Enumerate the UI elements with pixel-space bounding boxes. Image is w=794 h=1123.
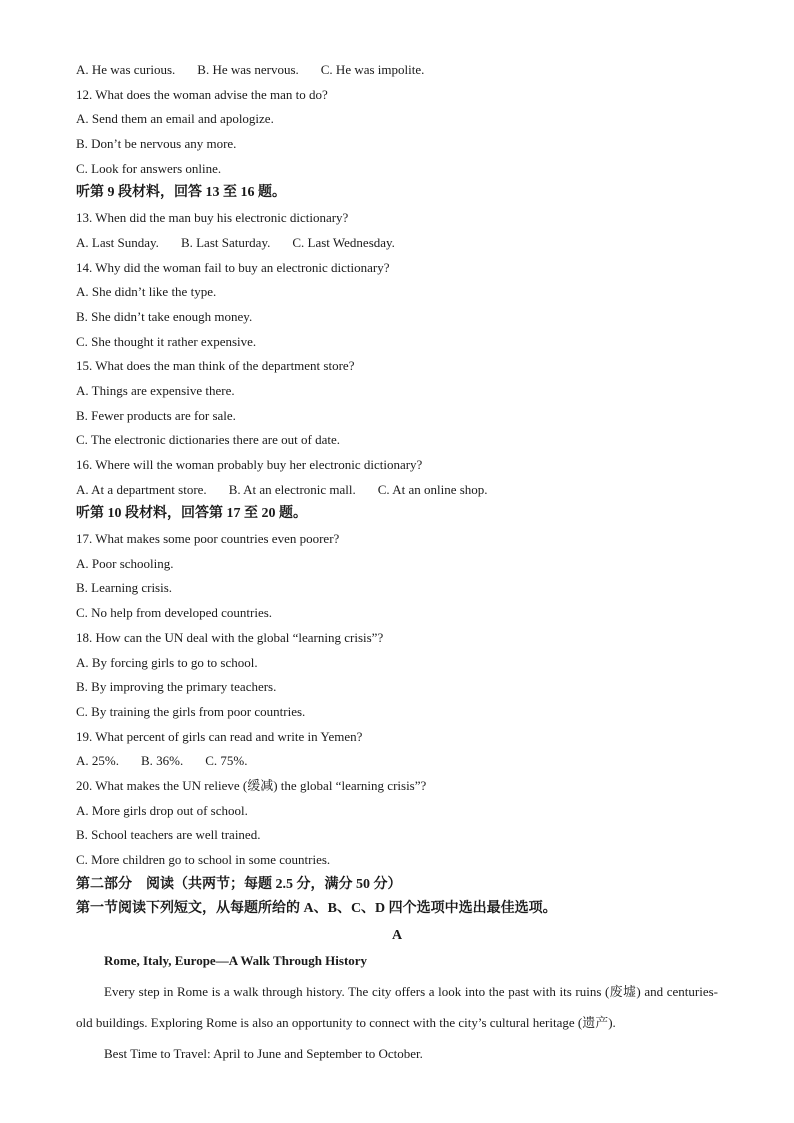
option-c: C. 75%.: [205, 753, 248, 769]
section10-heading: 听第 10 段材料，回答第 17 至 20 题。: [76, 506, 307, 522]
q20-option-b: B. School teachers are well trained.: [76, 827, 261, 843]
q11-options: [76, 58, 718, 83]
exam-page: [76, 58, 718, 1069]
q15-question: 15. What does the man think of the department store?: [76, 358, 355, 374]
q17-option-b: B. Learning crisis.: [76, 580, 173, 596]
passage-paragraph-1: Every step in Rome is a walk through history. The city offers a look into the past with its ruins (废墟) and centuries-old buildings. Exploring Rome is also an opportunity to connect with the city’s cultural heritage (遗产).: [76, 984, 718, 1031]
q14-option-b: B. She didn’t take enough money.: [76, 308, 253, 324]
q14-option-a: A. She didn’t like the type.: [76, 284, 217, 300]
option-b: B. He was nervous.: [197, 62, 299, 77]
q12-option-b: B. Don’t be nervous any more.: [76, 136, 237, 152]
q12-option-a: A. Send them an email and apologize.: [76, 111, 274, 127]
q16-question: 16. Where will the woman probably buy her electronic dictionary?: [76, 457, 423, 472]
q18-option-a: A. By forcing girls to go to school.: [76, 654, 258, 670]
section9-heading: 听第 9 段材料，回答 13 至 16 题。: [76, 185, 286, 201]
part2-heading: 第二部分 阅读（共两节；每题 2.5 分，满分 50 分）: [76, 876, 402, 892]
option-c: C. Last Wednesday.: [292, 234, 395, 250]
q19-options: [76, 749, 718, 774]
option-c: C. He was impolite.: [320, 62, 425, 77]
q16-options: [76, 478, 718, 503]
q20-option-a: A. More girls drop out of school.: [76, 802, 248, 818]
passage-paragraph-2: Best Time to Travel: April to June and September to October.: [104, 1046, 423, 1062]
q19-question: 19. What percent of girls can read and write in Yemen?: [76, 728, 363, 744]
q20-question: 20. What makes the UN relieve (缓减) the global “learning crisis”?: [76, 777, 427, 793]
q17-option-a: A. Poor schooling.: [76, 555, 174, 571]
option-c: C. At an online shop.: [377, 481, 488, 497]
option-a: A. 25%.: [76, 753, 119, 769]
passage-title: Rome, Italy, Europe—A Walk Through History: [104, 953, 368, 969]
option-b: B. Last Saturday.: [180, 234, 271, 250]
q13-question: 13. When did the man buy his electronic dictionary?: [76, 210, 349, 226]
option-a: A. Last Sunday.: [76, 234, 159, 250]
q20-option-c: C. More children go to school in some countries.: [76, 852, 331, 867]
q13-options: [76, 231, 718, 256]
q15-option-a: A. Things are expensive there.: [76, 382, 235, 398]
option-a: A. At a department store.: [76, 481, 207, 497]
q14-question: 14. Why did the woman fail to buy an electronic dictionary?: [76, 259, 390, 275]
q12-option-c: C. Look for answers online.: [76, 160, 222, 176]
option-a: A. He was curious.: [76, 62, 176, 77]
option-b: B. 36%.: [140, 753, 184, 769]
q18-question: 18. How can the UN deal with the global “learning crisis”?: [76, 629, 384, 645]
option-b: B. At an electronic mall.: [228, 481, 356, 497]
q18-option-c: C. By training the girls from poor countries.: [76, 703, 306, 719]
q15-option-c: C. The electronic dictionaries there are out of date.: [76, 432, 340, 448]
q12-question: 12. What does the woman advise the man to do?: [76, 86, 328, 102]
q17-option-c: C. No help from developed countries.: [76, 605, 273, 621]
q18-option-b: B. By improving the primary teachers.: [76, 679, 277, 695]
q17-question: 17. What makes some poor countries even poorer?: [76, 531, 340, 547]
passage-label: A: [391, 928, 403, 944]
q14-option-c: C. She thought it rather expensive.: [76, 333, 257, 349]
q15-option-b: B. Fewer products are for sale.: [76, 407, 236, 423]
section1-heading: 第一节阅读下列短文，从每题所给的 A、B、C、D 四个选项中选出最佳选项。: [76, 901, 557, 917]
